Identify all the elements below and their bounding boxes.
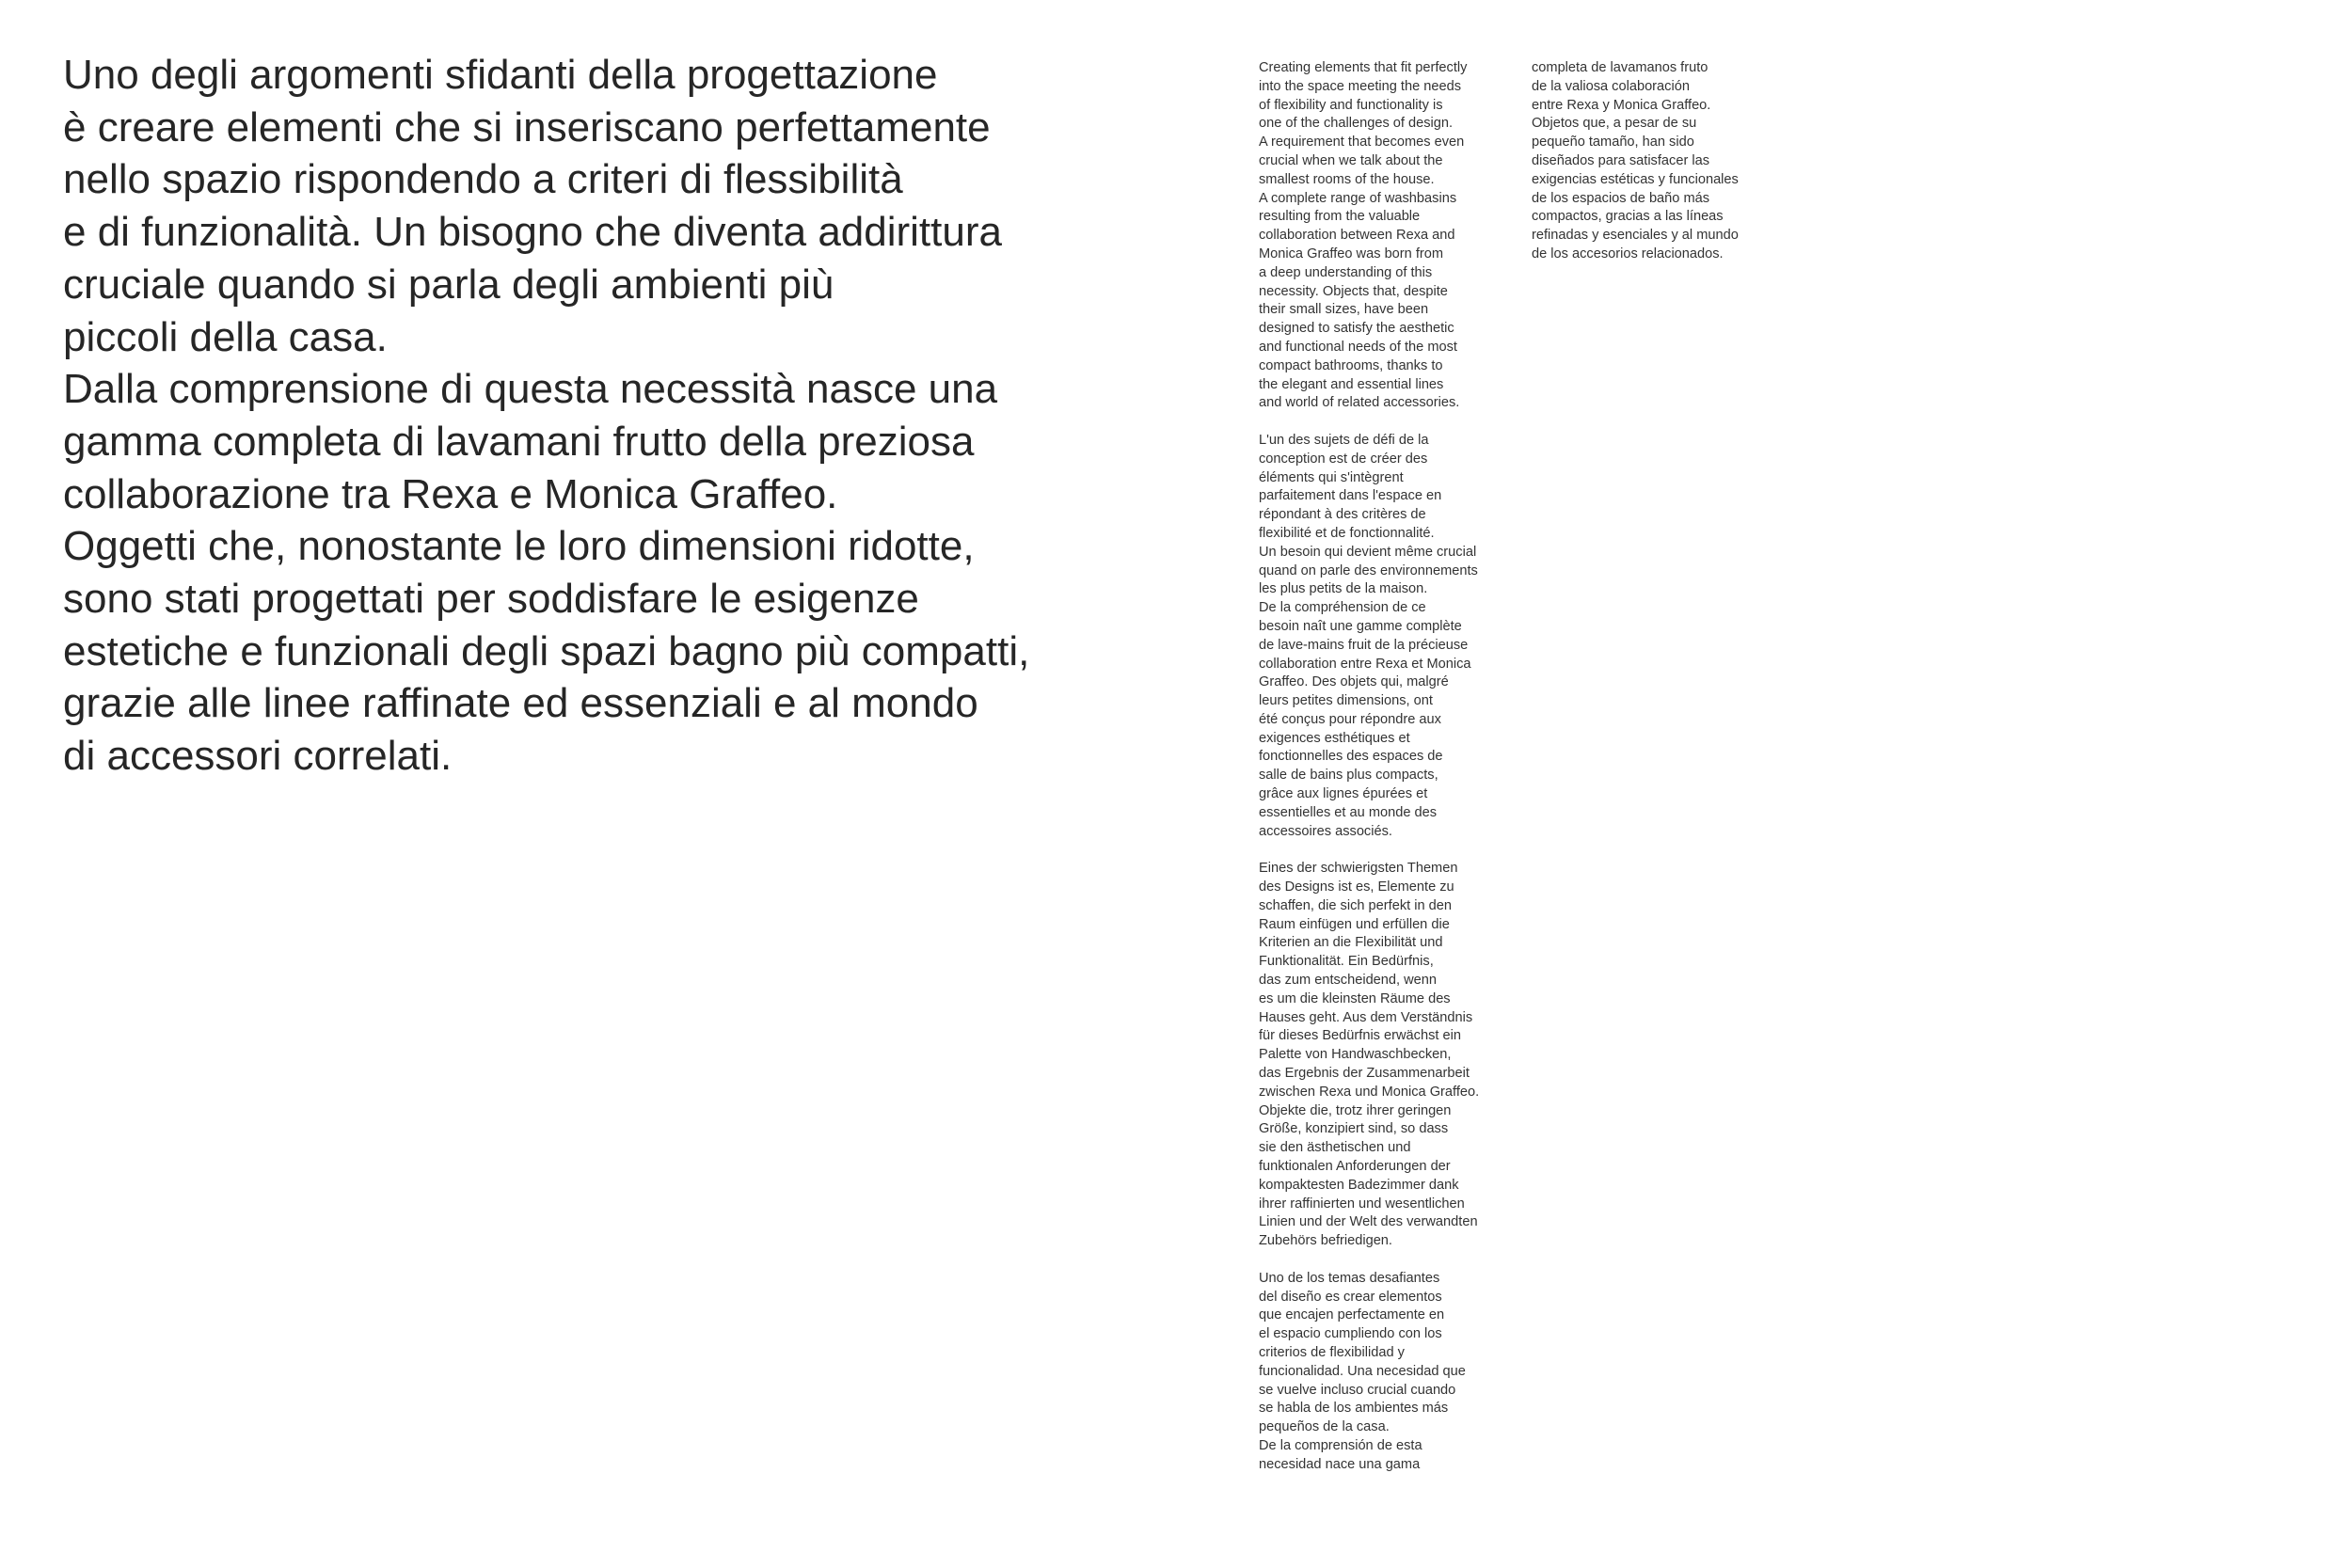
spanish-line: necesidad nace una gama [1259, 1456, 1421, 1472]
french-line: répondant à des critères de [1259, 507, 1426, 523]
spanish-line: del diseño es crear elementos [1259, 1289, 1442, 1305]
french-line: accessoires associés. [1259, 823, 1392, 839]
english-line: designed to satisfy the aesthetic [1259, 321, 1454, 337]
german-line: Zubehörs befriedigen. [1259, 1233, 1392, 1249]
english-line: and world of related accessories. [1259, 395, 1460, 411]
spanish-line: Uno de los temas desafiantes [1259, 1270, 1440, 1286]
spanish-line: exigencias estéticas y funcionales [1532, 171, 1739, 187]
english-line: A requirement that becomes even [1259, 135, 1465, 150]
english-line: smallest rooms of the house. [1259, 171, 1435, 187]
spanish-line: Objetos que, a pesar de su [1532, 116, 1697, 132]
french-line: collaboration entre Rexa et Monica [1259, 656, 1471, 672]
italian-line: estetiche e funzionali degli spazi bagno più compatti, [63, 627, 1030, 674]
english-line: Monica Graffeo was born from [1259, 245, 1444, 261]
spanish-line: que encajen perfectamente en [1259, 1307, 1445, 1323]
english-line: the elegant and essential lines [1259, 376, 1444, 392]
english-line: their small sizes, have been [1259, 302, 1429, 318]
french-line: les plus petits de la maison. [1259, 581, 1428, 597]
french-line: L'un des sujets de défi de la [1259, 432, 1429, 448]
italian-line: sono stati progettati per soddisfare le esigenze [63, 576, 919, 623]
spanish-line: refinadas y esenciales y al mundo [1532, 228, 1739, 244]
italian-line: gamma completa di lavamani frutto della preziosa [63, 418, 975, 465]
english-line: a deep understanding of this [1259, 264, 1433, 280]
german-line: Größe, konzipiert sind, so dass [1259, 1121, 1449, 1137]
english-line: crucial when we talk about the [1259, 152, 1443, 168]
translations-column-right [1532, 59, 1786, 283]
spanish-line: se vuelve incluso crucial cuando [1259, 1382, 1456, 1398]
german-line: Raum einfügen und erfüllen die [1259, 916, 1450, 932]
english-line: A complete range of washbasins [1259, 190, 1457, 206]
spanish-line: diseñados para satisfacer las [1532, 152, 1710, 168]
spanish-paragraph-start [1259, 1270, 1513, 1475]
french-line: éléments qui s'intègrent [1259, 469, 1404, 485]
french-paragraph [1259, 432, 1513, 842]
german-line: funktionalen Anforderungen der [1259, 1159, 1451, 1175]
spanish-line: criterios de flexibilidad y [1259, 1344, 1405, 1360]
italian-line: collaborazione tra Rexa e Monica Graffeo. [63, 470, 838, 517]
italian-line: Uno degli argomenti sfidanti della progettazione [63, 52, 938, 98]
french-line: quand on parle des environnements [1259, 562, 1478, 578]
english-line: into the space meeting the needs [1259, 78, 1462, 94]
german-line: Eines der schwierigsten Themen [1259, 861, 1458, 877]
german-line: zwischen Rexa und Monica Graffeo. [1259, 1084, 1480, 1100]
german-line: für dieses Bedürfnis erwächst ein [1259, 1028, 1461, 1044]
italian-line: e di funzionalità. Un bisogno che diventa addirittura [63, 209, 1002, 256]
french-line: salle de bains plus compacts, [1259, 768, 1438, 784]
german-line: ihrer raffinierten und wesentlichen [1259, 1196, 1465, 1212]
italian-line: Oggetti che, nonostante le loro dimensioni ridotte, [63, 523, 975, 570]
german-line: das Ergebnis der Zusammenarbeit [1259, 1066, 1470, 1082]
french-line: conception est de créer des [1259, 451, 1428, 467]
french-line: besoin naît une gamme complète [1259, 618, 1462, 634]
german-line: Linien und der Welt des verwandten [1259, 1214, 1478, 1230]
translations-column-left [1259, 59, 1513, 1493]
english-line: of flexibility and functionality is [1259, 97, 1443, 113]
english-paragraph [1259, 59, 1513, 413]
english-line: Creating elements that fit perfectly [1259, 60, 1468, 75]
french-line: parfaitement dans l'espace en [1259, 488, 1442, 504]
french-line: fonctionnelles des espaces de [1259, 749, 1443, 765]
spanish-line: compactos, gracias a las líneas [1532, 209, 1724, 225]
french-line: été conçus pour répondre aux [1259, 711, 1441, 727]
italian-line: grazie alle linee raffinate ed essenziali e al mondo [63, 680, 978, 727]
spanish-line: completa de lavamanos fruto [1532, 60, 1708, 75]
spanish-line: de los accesorios relacionados. [1532, 245, 1724, 261]
german-line: Funktionalität. Ein Bedürfnis, [1259, 954, 1434, 970]
german-line: Kriterien an die Flexibilität und [1259, 935, 1443, 951]
spanish-line: De la comprensión de esta [1259, 1437, 1422, 1453]
italian-line: Dalla comprensione di questa necessità nasce una [63, 366, 998, 413]
french-line: de lave-mains fruit de la précieuse [1259, 637, 1469, 653]
spanish-line: funcionalidad. Una necesidad que [1259, 1363, 1466, 1379]
spanish-line: pequeño tamaño, han sido [1532, 135, 1694, 150]
german-line: kompaktesten Badezimmer dank [1259, 1177, 1459, 1193]
english-line: resulting from the valuable [1259, 209, 1421, 225]
german-paragraph [1259, 860, 1513, 1251]
spanish-paragraph-continued [1532, 59, 1786, 264]
german-line: Palette von Handwaschbecken, [1259, 1047, 1452, 1063]
german-line: das zum entscheidend, wenn [1259, 973, 1438, 989]
german-line: Hauses geht. Aus dem Verständnis [1259, 1009, 1473, 1025]
english-line: necessity. Objects that, despite [1259, 283, 1448, 299]
spanish-line: se habla de los ambientes más [1259, 1401, 1449, 1417]
german-line: sie den ästhetischen und [1259, 1140, 1411, 1156]
italian-line: di accessori correlati. [63, 733, 453, 780]
german-line: schaffen, die sich perfekt in den [1259, 897, 1452, 913]
german-line: es um die kleinsten Räume des [1259, 990, 1451, 1006]
italian-intro-text [63, 49, 1192, 783]
french-line: De la compréhension de ce [1259, 600, 1426, 616]
french-line: Un besoin qui devient même crucial [1259, 544, 1477, 560]
spanish-line: el espacio cumpliendo con los [1259, 1326, 1442, 1342]
french-line: exigences esthétiques et [1259, 730, 1410, 746]
spanish-line: de los espacios de baño más [1532, 190, 1710, 206]
english-line: compact bathrooms, thanks to [1259, 357, 1443, 373]
english-line: collaboration between Rexa and [1259, 228, 1455, 244]
italian-line: è creare elementi che si inseriscano perfettamente [63, 103, 991, 150]
spanish-line: pequeños de la casa. [1259, 1419, 1390, 1435]
german-line: des Designs ist es, Elemente zu [1259, 879, 1454, 895]
english-line: one of the challenges of design. [1259, 116, 1454, 132]
french-line: grâce aux lignes épurées et [1259, 786, 1428, 802]
french-line: Graffeo. Des objets qui, malgré [1259, 674, 1449, 690]
french-line: essentielles et au monde des [1259, 804, 1438, 820]
german-line: Objekte die, trotz ihrer geringen [1259, 1102, 1452, 1118]
italian-line: nello spazio rispondendo a criteri di flessibilità [63, 156, 903, 203]
spanish-line: de la valiosa colaboración [1532, 78, 1690, 94]
french-line: leurs petites dimensions, ont [1259, 693, 1433, 709]
italian-line: piccoli della casa. [63, 313, 388, 360]
italian-line: cruciale quando si parla degli ambienti più [63, 261, 834, 308]
spanish-line: entre Rexa y Monica Graffeo. [1532, 97, 1711, 113]
french-line: flexibilité et de fonctionnalité. [1259, 525, 1435, 541]
english-line: and functional needs of the most [1259, 339, 1457, 355]
